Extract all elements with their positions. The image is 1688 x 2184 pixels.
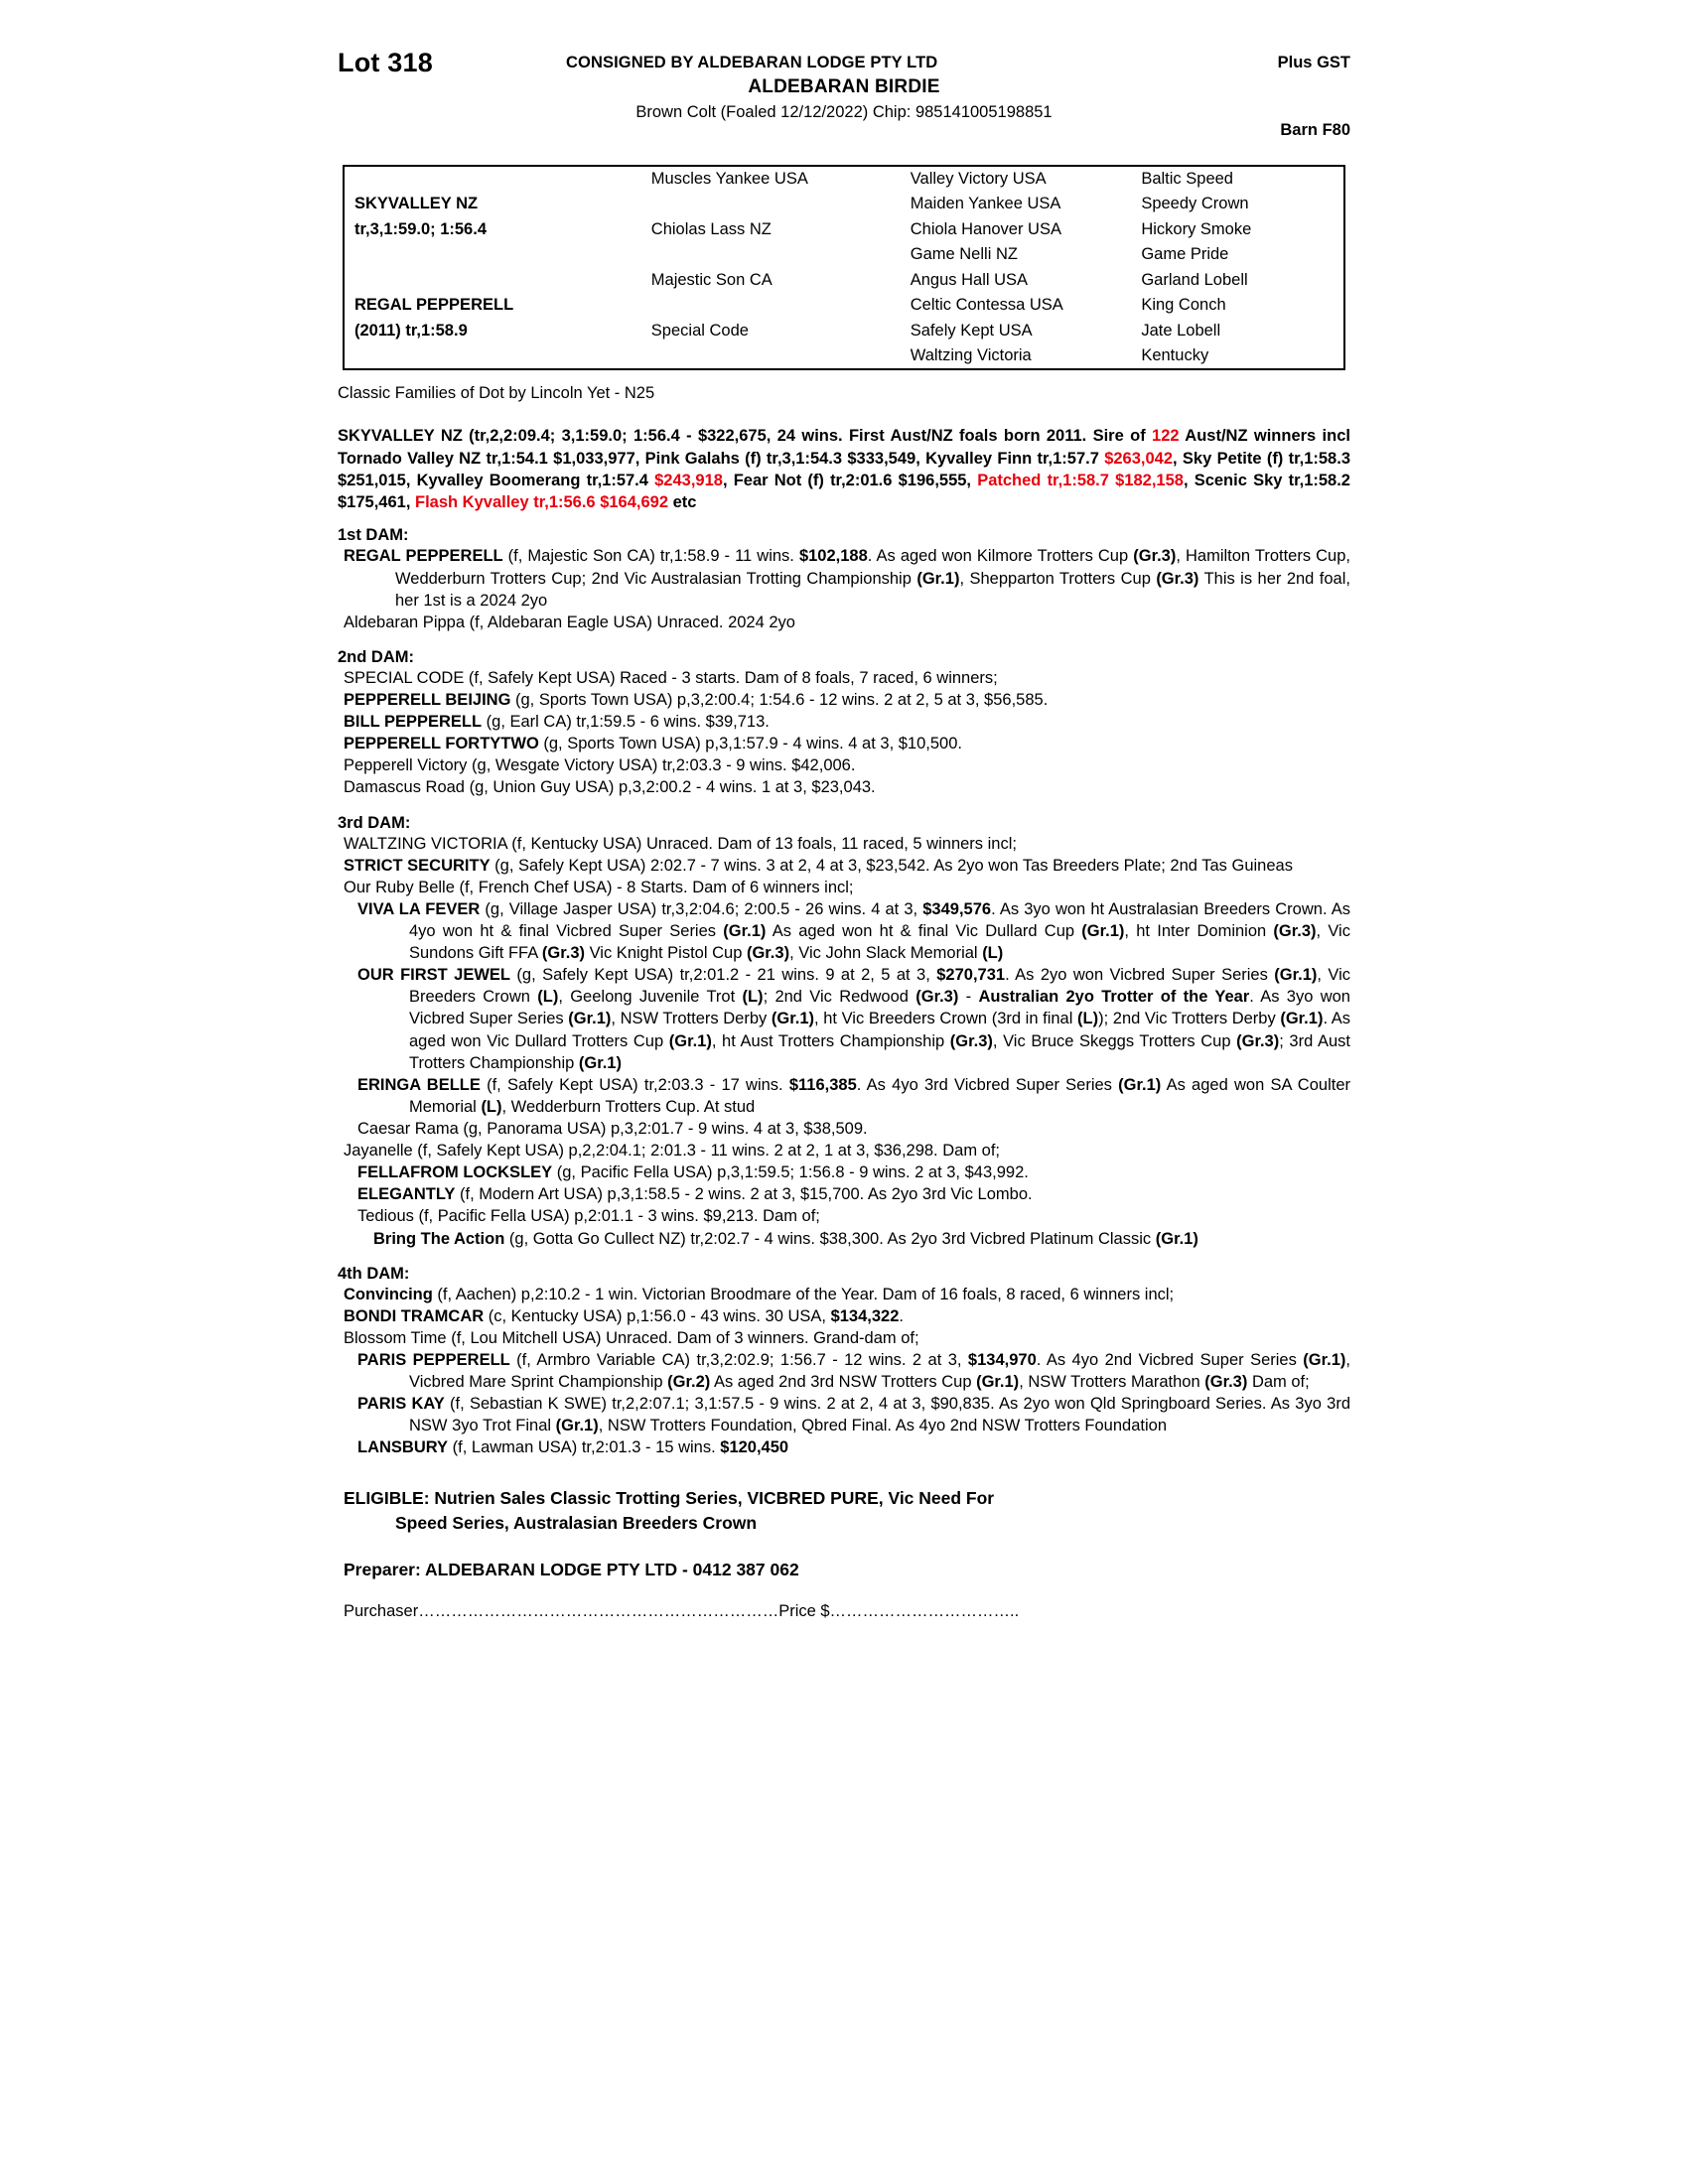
pedigree-cell-c1: REGAL PEPPERELL xyxy=(354,296,514,315)
pedigree-cell-c4: Baltic Speed xyxy=(1141,170,1233,188)
pedigree-entry xyxy=(338,855,1350,877)
pedigree-cell-c2 xyxy=(641,242,901,267)
entry-name: REGAL PEPPERELL xyxy=(344,547,503,566)
purchaser-line: Purchaser…………………………………………………………Price $…………………………….. xyxy=(344,1602,1020,1621)
pedigree-entry xyxy=(338,667,1350,689)
lot-number: Lot 318 xyxy=(338,48,433,77)
sire-highlight: $243,918 xyxy=(654,471,723,489)
horse-details: Brown Colt (Foaled 12/12/2022) Chip: 985141005198851 xyxy=(635,103,1053,121)
pedigree-cell-c1: tr,3,1:59.0; 1:56.4 xyxy=(354,219,487,238)
entry-detail: (g, Gotta Go Cullect NZ) tr,2:02.7 - 4 wins. $38,300. As 2yo 3rd Vicbred Platinum Classic (Gr.1) xyxy=(504,1229,1198,1248)
pedigree-row xyxy=(345,293,1343,318)
pedigree-entry xyxy=(338,1074,1350,1118)
pedigree-cell-c1 xyxy=(345,343,641,368)
entry-detail: (g, Sports Town USA) p,3,2:00.4; 1:54.6 - 12 wins. 2 at 2, 5 at 3, $56,585. xyxy=(510,690,1049,709)
entry-detail: (f, Aachen) p,2:10.2 - 1 win. Victorian Broodmare of the Year. Dam of 16 foals, 8 raced, 6 winners incl; xyxy=(432,1285,1175,1303)
entry-detail: (f, Modern Art USA) p,3,1:58.5 - 2 wins. 2 at 3, $15,700. As 2yo 3rd Vic Lombo. xyxy=(455,1185,1033,1204)
barn-label: Barn F80 xyxy=(1280,121,1350,139)
pedigree-table xyxy=(345,167,1343,368)
entry-detail: (f, Armbro Variable CA) tr,3,2:02.9; 1:56.7 - 12 wins. 2 at 3, $134,970. As 4yo 2nd Vicbred Super Series (Gr.1), Vicbred Mare Sprint Championship (Gr.2) As aged 2nd 3rd NSW Trotters Cup (Gr.1), NSW Trotters Marathon (Gr.3) Dam of; xyxy=(409,1350,1350,1392)
pedigree-row xyxy=(345,242,1343,267)
entry-detail: (f, Lawman USA) tr,2:01.3 - 15 wins. $120,450 xyxy=(448,1438,789,1457)
pedigree-cell-c3: Maiden Yankee USA xyxy=(910,195,1061,213)
entry-detail: (g, Village Jasper USA) tr,3,2:04.6; 2:00.5 - 26 wins. 4 at 3, $349,576. As 3yo won ht Australasian Breeders Crown. As 4yo won ht & final Vicbred Super Series (Gr.1) As aged won ht & final Vic Dullard Cup (Gr.1), ht Inter Dominion (Gr.3), Vic Sundons Gift FFA (Gr.3) Vic Knight Pistol Cup (Gr.3), Vic John Slack Memorial (L) xyxy=(409,899,1350,963)
eligible-block xyxy=(338,1486,1350,1536)
entry-detail: (c, Kentucky USA) p,1:56.0 - 43 wins. 30 USA, $134,322. xyxy=(484,1306,904,1325)
sire-highlight: Patched tr,1:58.7 $182,158 xyxy=(977,471,1184,489)
entry-detail: (g, Wesgate Victory USA) tr,2:03.3 - 9 wins. $42,006. xyxy=(467,756,856,775)
pedigree-entry xyxy=(338,612,1350,633)
sire-highlight: $263,042 xyxy=(1104,449,1174,468)
pedigree-cell-c4: Kentucky xyxy=(1141,345,1209,364)
pedigree-cell-c3: Waltzing Victoria xyxy=(910,345,1032,364)
entry-detail: (g, Sports Town USA) p,3,1:57.9 - 4 wins. 4 at 3, $10,500. xyxy=(538,735,962,753)
pedigree-cell-c2 xyxy=(641,293,901,318)
entry-detail: (g, Panorama USA) p,3,2:01.7 - 9 wins. 4 at 3, $38,509. xyxy=(458,1119,868,1138)
entry-name: FELLAFROM LOCKSLEY xyxy=(357,1163,553,1182)
pedigree-entry xyxy=(338,733,1350,754)
eligible-line-1: ELIGIBLE: Nutrien Sales Classic Trotting Series, VICBRED PURE, Vic Need For xyxy=(344,1488,995,1509)
entry-name: Aldebaran Pippa xyxy=(344,613,466,631)
pedigree-cell-c4: King Conch xyxy=(1141,296,1226,315)
entry-name: PARIS PEPPERELL xyxy=(357,1350,510,1369)
pedigree-entry xyxy=(338,1349,1350,1393)
pedigree-entry xyxy=(338,833,1350,855)
pedigree-cell-c4: Jate Lobell xyxy=(1141,321,1221,340)
pedigree-entry xyxy=(338,754,1350,776)
pedigree-cell-c3: Celtic Contessa USA xyxy=(910,296,1063,315)
pedigree-entry xyxy=(338,1118,1350,1140)
entry-name: OUR FIRST JEWEL xyxy=(357,966,511,985)
page-title: ALDEBARAN BIRDIE xyxy=(748,76,940,97)
entry-detail: (f, Aldebaran Eagle USA) Unraced. 2024 2yo xyxy=(465,613,795,631)
dam-heading: 2nd DAM: xyxy=(338,647,414,666)
pedigree-entry xyxy=(338,1305,1350,1327)
pedigree-cell-c2: Muscles Yankee USA xyxy=(650,170,808,188)
pedigree-cell-c2 xyxy=(641,343,901,368)
entry-detail: (g, Pacific Fella USA) p,3,1:59.5; 1:56.8 - 9 wins. 2 at 3, $43,992. xyxy=(552,1163,1029,1182)
pedigree-cell-c2: Majestic Son CA xyxy=(650,270,773,289)
entry-detail: (f, Lou Mitchell USA) Unraced. Dam of 3 winners. Grand-dam of; xyxy=(446,1328,919,1347)
entry-name: SPECIAL CODE xyxy=(344,668,465,687)
entry-name: PEPPERELL FORTYTWO xyxy=(344,735,539,753)
pedigree-entry xyxy=(338,1228,1350,1250)
entry-detail: (f, Kentucky USA) Unraced. Dam of 13 foals, 11 raced, 5 winners incl; xyxy=(506,834,1017,853)
entry-name: Convincing xyxy=(344,1285,433,1303)
entry-detail: (f, Pacific Fella USA) p,2:01.1 - 3 wins. $9,213. Dam of; xyxy=(413,1207,820,1226)
pedigree-row xyxy=(345,343,1343,368)
entry-detail: (f, Safely Kept USA) tr,2:03.3 - 17 wins. $116,385. As 4yo 3rd Vicbred Super Series (Gr.1) As aged won SA Coulter Memorial (L), Wedderburn Trotters Cup. At stud xyxy=(409,1075,1350,1116)
pedigree-cell-c3: Valley Victory USA xyxy=(910,170,1047,188)
sire-text: Aust/NZ winners incl Tornado Valley NZ tr,1:54.1 $1,033,977, Pink Galahs (f) tr,3,1:54.3 $333,549, Kyvalley Finn tr,1:57.7 xyxy=(338,427,1350,468)
entry-name: STRICT SECURITY xyxy=(344,856,491,875)
entry-name: Our Ruby Belle xyxy=(344,878,455,896)
pedigree-cell-c1: (2011) tr,1:58.9 xyxy=(354,321,468,340)
sire-text: SKYVALLEY NZ (tr,2,2:09.4; 3,1:59.0; 1:56.4 - $322,675, 24 wins. First Aust/NZ foals born 2011. Sire of xyxy=(338,427,1153,446)
entry-name: Blossom Time xyxy=(344,1328,447,1347)
sire-text: , Scenic Sky tr,1:58.2 $175,461, xyxy=(338,471,1350,512)
entry-name: VIVA LA FEVER xyxy=(357,899,481,918)
entry-name: BILL PEPPERELL xyxy=(344,713,483,732)
entry-name: Caesar Rama xyxy=(357,1119,459,1138)
entry-name: PEPPERELL BEIJING xyxy=(344,690,511,709)
sire-highlight: Flash Kyvalley tr,1:56.6 $164,692 xyxy=(415,493,669,512)
pedigree-entry xyxy=(338,1161,1350,1183)
preparer-line: Preparer: ALDEBARAN LODGE PTY LTD - 0412 387 062 xyxy=(344,1560,799,1580)
pedigree-entry xyxy=(338,1140,1350,1161)
entry-name: PARIS KAY xyxy=(357,1395,445,1414)
pedigree-cell-c3: Chiola Hanover USA xyxy=(910,219,1061,238)
entry-detail: (f, Safely Kept USA) p,2,2:04.1; 2:01.3 - 11 wins. 2 at 2, 1 at 3, $36,298. Dam of; xyxy=(412,1142,1000,1160)
entry-name: Pepperell Victory xyxy=(344,756,468,775)
sire-text: etc xyxy=(668,493,697,512)
pedigree-table-wrapper xyxy=(343,165,1345,370)
pedigree-cell-c1 xyxy=(345,167,641,192)
pedigree-cell-c3: Angus Hall USA xyxy=(910,270,1029,289)
entry-detail: (g, Earl CA) tr,1:59.5 - 6 wins. $39,713. xyxy=(482,713,770,732)
entry-detail: (f, Sebastian K SWE) tr,2,2:07.1; 3,1:57.5 - 9 wins. 2 at 2, 4 at 3, $90,835. As 2yo won Qld Springboard Series. As 3yo 3rd NSW 3yo Trot Final (Gr.1), NSW Trotters Foundation, Qbred Final. As 4yo 2nd NSW Trotters Foundation xyxy=(409,1395,1350,1435)
pedigree-row xyxy=(345,217,1343,242)
pedigree-cell-c4: Speedy Crown xyxy=(1141,195,1249,213)
entry-detail: (g, Safely Kept USA) tr,2:01.2 - 21 wins. 9 at 2, 5 at 3, $270,731. As 2yo won Vicbred Super Series (Gr.1), Vic Breeders Crown (L), Geelong Juvenile Trot (L); 2nd Vic Redwood (Gr.3) - Australian 2yo Trotter of the Year. As 3yo won Vicbred Super Series (Gr.1), NSW Trotters Derby (Gr.1), ht Vic Breeders Crown (3rd in final (L)); 2nd Vic Trotters Derby (Gr.1). As aged won Vic Dullard Trotters Cup (Gr.1), ht Aust Trotters Championship (Gr.3), Vic Bruce Skeggs Trotters Cup (Gr.3); 3rd Aust Trotters Championship (Gr.1) xyxy=(409,966,1351,1072)
entry-name: Jayanelle xyxy=(344,1142,413,1160)
pedigree-entry xyxy=(338,1205,1350,1227)
pedigree-entry xyxy=(338,1393,1350,1436)
pedigree-cell-c4: Garland Lobell xyxy=(1141,270,1248,289)
sire-text: , Sky Petite (f) tr,1:58.3 $251,015, Kyvalley Boomerang tr,1:57.4 xyxy=(338,449,1350,489)
entry-detail: (f, French Chef USA) - 8 Starts. Dam of 6 winners incl; xyxy=(454,878,854,896)
dam-heading: 4th DAM: xyxy=(338,1264,410,1283)
entry-detail: (f, Majestic Son CA) tr,1:58.9 - 11 wins. $102,188. As aged won Kilmore Trotters Cup (Gr.3), Hamilton Trotters Cup, Wedderburn Trotters Cup; 2nd Vic Australasian Trotting Championship (Gr.1), Shepparton Trotters Cup (Gr.3) This is her 2nd foal, her 1st is a 2024 2yo xyxy=(395,547,1350,610)
pedigree-cell-c1 xyxy=(345,242,641,267)
pedigree-entry xyxy=(338,545,1350,611)
pedigree-cell-c4: Game Pride xyxy=(1141,245,1229,264)
pedigree-entry xyxy=(338,711,1350,733)
dam-heading: 1st DAM: xyxy=(338,526,409,545)
classic-families: Classic Families of Dot by Lincoln Yet - N25 xyxy=(338,384,655,403)
entry-name: WALTZING VICTORIA xyxy=(344,834,507,853)
plus-gst-label: Plus GST xyxy=(1277,54,1350,71)
entry-detail: (f, Safely Kept USA) Raced - 3 starts. Dam of 8 foals, 7 raced, 6 winners; xyxy=(464,668,998,687)
pedigree-entry xyxy=(338,776,1350,798)
pedigree-entry xyxy=(338,1183,1350,1205)
entry-name: BONDI TRAMCAR xyxy=(344,1306,485,1325)
pedigree-cell-c1 xyxy=(345,268,641,293)
sire-text: , Fear Not (f) tr,2:01.6 $196,555, xyxy=(722,471,978,489)
pedigree-entry xyxy=(338,877,1350,898)
pedigree-cell-c3: Safely Kept USA xyxy=(910,321,1033,340)
sire-performance-block xyxy=(338,425,1350,513)
entry-name: LANSBURY xyxy=(357,1438,449,1457)
pedigree-cell-c3: Game Nelli NZ xyxy=(910,245,1018,264)
pedigree-row xyxy=(345,192,1343,216)
pedigree-entry xyxy=(338,1436,1350,1458)
pedigree-entry xyxy=(338,1327,1350,1349)
entry-name: Bring The Action xyxy=(373,1229,505,1248)
pedigree-entry xyxy=(338,964,1350,1074)
entry-name: ERINGA BELLE xyxy=(357,1075,481,1094)
pedigree-cell-c2 xyxy=(641,192,901,216)
pedigree-entry xyxy=(338,689,1350,711)
entry-detail: (g, Safely Kept USA) 2:02.7 - 7 wins. 3 at 2, 4 at 3, $23,542. As 2yo won Tas Breeders Plate; 2nd Tas Guineas xyxy=(490,856,1293,875)
pedigree-row xyxy=(345,319,1343,343)
pedigree-entry xyxy=(338,898,1350,964)
eligible-line-2: Speed Series, Australasian Breeders Crown xyxy=(395,1513,758,1534)
consignor-label: CONSIGNED BY ALDEBARAN LODGE PTY LTD xyxy=(566,54,938,71)
page-header xyxy=(338,44,1350,139)
pedigree-cell-c2: Chiolas Lass NZ xyxy=(650,219,772,238)
dam-heading: 3rd DAM: xyxy=(338,813,411,832)
pedigree-entry xyxy=(338,1284,1350,1305)
pedigree-row xyxy=(345,167,1343,192)
pedigree-cell-c4: Hickory Smoke xyxy=(1141,219,1252,238)
entry-name: Damascus Road xyxy=(344,778,465,797)
pedigree-cell-c1: SKYVALLEY NZ xyxy=(354,195,479,213)
entry-name: ELEGANTLY xyxy=(357,1185,456,1204)
pedigree-row xyxy=(345,268,1343,293)
sire-highlight: 122 xyxy=(1152,427,1180,446)
dam-sections xyxy=(338,526,1350,1458)
entry-detail: (g, Union Guy USA) p,3,2:00.2 - 4 wins. 1 at 3, $23,043. xyxy=(464,778,876,797)
pedigree-cell-c2: Special Code xyxy=(650,321,749,340)
entry-name: Tedious xyxy=(357,1207,414,1226)
